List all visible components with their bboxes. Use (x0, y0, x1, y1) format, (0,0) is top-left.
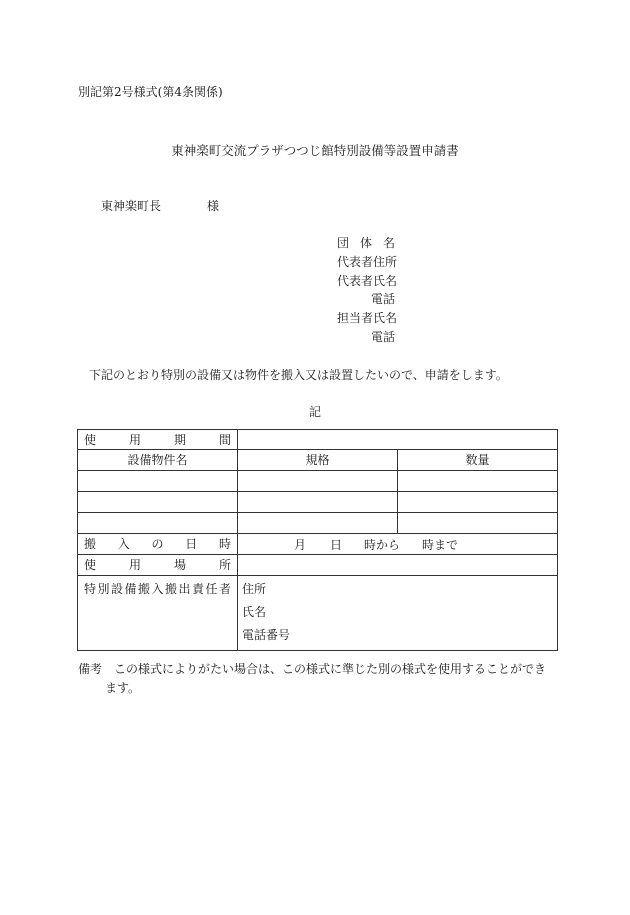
spec-cell[interactable] (238, 513, 398, 534)
person-name-label: 担当者氏名 (337, 311, 398, 325)
dt-to: 時まで (422, 537, 459, 552)
item-cell[interactable] (78, 471, 238, 492)
phone-label-2: 電話 (370, 330, 395, 344)
table-row (78, 492, 558, 513)
item-cell[interactable] (78, 513, 238, 534)
dt-from: 時から (364, 537, 401, 552)
responsible-field[interactable] (238, 576, 558, 651)
rep-address-label: 代表者住所 (337, 255, 398, 269)
applicant-org-label: 団 体 名 (337, 236, 395, 250)
col-qty-header: 数量 (398, 450, 558, 471)
rep-name-label: 代表者氏名 (337, 274, 398, 288)
page-title: 東神楽町交流プラザつつじ館特別設備等設置申請書 (171, 143, 459, 158)
body-text: 下記のとおり特別の設備又は物件を搬入又は設置したいので、申請をします。 (89, 368, 508, 382)
spec-cell[interactable] (238, 492, 398, 513)
datetime-label: 搬入の日時 (78, 534, 238, 555)
responsible-row (78, 576, 558, 651)
datetime-row (78, 534, 558, 555)
resp-address-label: 住所 (242, 582, 267, 596)
application-table (77, 429, 558, 651)
period-field[interactable] (238, 430, 558, 450)
spec-cell[interactable] (238, 471, 398, 492)
resp-phone-label: 電話番号 (242, 628, 291, 642)
qty-cell[interactable] (398, 492, 558, 513)
place-label: 使用場所 (78, 555, 238, 576)
datetime-field[interactable] (238, 534, 558, 555)
table-row (78, 513, 558, 534)
period-row (78, 430, 558, 450)
phone-label-1: 電話 (370, 292, 395, 306)
col-spec-header: 規格 (238, 450, 398, 471)
qty-cell[interactable] (398, 471, 558, 492)
dt-month: 月 (294, 537, 307, 552)
table-row (78, 471, 558, 492)
addressee-name: 東神楽町長 (101, 199, 162, 213)
col-item-header: 設備物件名 (78, 450, 238, 471)
addressee-honorific: 様 (207, 199, 220, 213)
resp-name-label: 氏名 (242, 605, 267, 619)
note-text: 備考 この様式によりがたい場合は、この様式に準じた別の様式を使用することができます。 (78, 662, 547, 695)
period-label: 使用期間 (78, 430, 238, 450)
item-cell[interactable] (78, 492, 238, 513)
ki-heading: 記 (308, 405, 321, 419)
header-row (78, 450, 558, 471)
place-row (78, 555, 558, 576)
responsible-label: 特別設備搬入搬出責任者 (78, 576, 238, 651)
form-reference: 別記第2号様式(第4条関係) (78, 85, 223, 99)
dt-day: 日 (330, 537, 343, 552)
qty-cell[interactable] (398, 513, 558, 534)
place-field[interactable] (238, 555, 558, 576)
